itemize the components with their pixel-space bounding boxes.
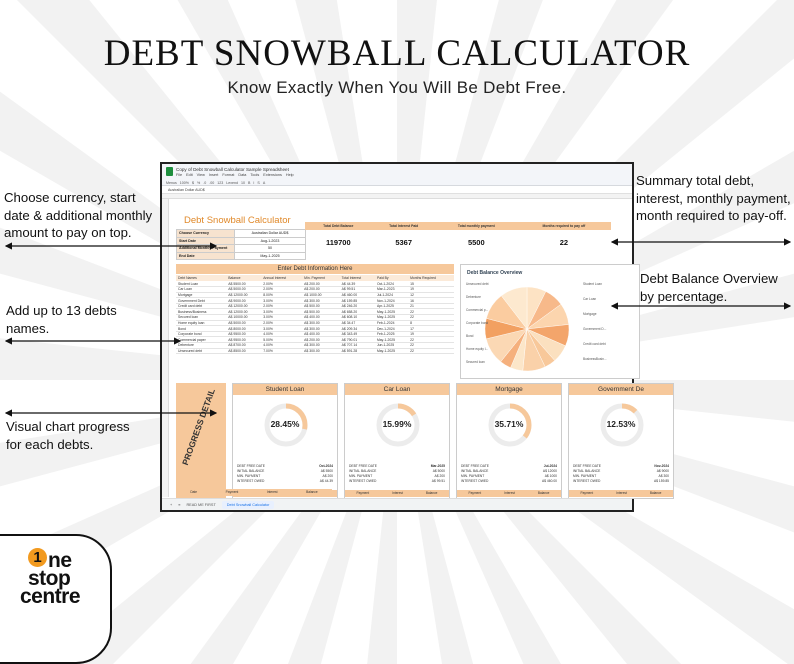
debt-cell[interactable]: A$ 300.00 <box>302 348 339 354</box>
footer-label: Interest <box>504 491 515 495</box>
min-payment: A$ 300 <box>658 474 669 478</box>
debt-cell[interactable]: A$ 1000.00 <box>302 292 339 298</box>
footer-label: Interest <box>616 491 627 495</box>
debt-cell[interactable]: Mortgage <box>176 292 226 298</box>
info-label: INITIAL BALANCE <box>349 469 377 473</box>
annotation-progress: Visual chart progress for each debts. <box>6 419 130 452</box>
card-title: Mortgage <box>457 384 561 395</box>
info-label: INTEREST OWED <box>237 479 265 483</box>
debt-cell[interactable]: Business/Business <box>176 309 226 315</box>
debt-balance-overview-chart <box>460 264 640 379</box>
progress-detail-banner <box>176 383 226 499</box>
pie-legend-label: Car Loan <box>583 297 597 301</box>
debt-cell[interactable]: A$ 200.00 <box>302 287 339 293</box>
info-label: MIN. PAYMENT <box>461 474 485 478</box>
debt-cell[interactable]: 3.00% <box>261 315 302 321</box>
interest-owed: A$ 159.85 <box>653 479 669 483</box>
debt-cell[interactable]: A$ 300.00 <box>302 343 339 349</box>
debt-cell[interactable]: A$ 591.28 <box>340 348 375 354</box>
card-title: Government De <box>569 384 673 395</box>
card-footer <box>345 490 449 497</box>
debt-cell[interactable]: Mar-1-2023 <box>375 287 408 293</box>
progress-percent: 35.71% <box>494 419 524 429</box>
debt-cell[interactable]: A$ 99.51 <box>340 287 375 293</box>
min-payment: A$ 200 <box>322 474 333 478</box>
annotation-currency: Choose currency, start date & additional monthly amount to pay on top. <box>4 190 153 240</box>
sheet-grid <box>170 199 669 495</box>
info-label: MIN. PAYMENT <box>573 474 597 478</box>
summary-header: Total Debt Balance <box>305 222 372 230</box>
info-label: MIN. PAYMENT <box>349 474 373 478</box>
initial-balance: A$ 9000 <box>656 469 669 473</box>
debt-cell[interactable]: 3.00% <box>261 326 302 332</box>
debt-cell[interactable]: Bond <box>176 326 226 332</box>
debt-cell[interactable]: 4.00% <box>261 343 302 349</box>
menu-file[interactable]: File <box>176 173 183 177</box>
sheets-logo-icon <box>166 167 173 176</box>
debt-cell[interactable]: Commercial paper <box>176 337 226 343</box>
toolbar-item[interactable]: Lexend <box>226 181 238 185</box>
footer-label: Payment <box>468 491 482 495</box>
initial-balance: A$ 5500 <box>320 469 333 473</box>
toolbar <box>166 180 628 186</box>
card-footer <box>457 490 561 497</box>
debt-cell[interactable]: A$ 200.00 <box>302 337 339 343</box>
setup-label: Choose Currency <box>177 230 235 238</box>
debt-table-header: Enter Debt Information Here <box>176 264 454 274</box>
setup-label: End Date <box>177 252 235 260</box>
months-required-value: 22 <box>559 237 569 247</box>
progress-detail-label: PROGRESS DETAIL <box>180 387 217 467</box>
debt-cell[interactable]: Nov-1-2024 <box>375 298 408 304</box>
footer-label: Date <box>190 490 198 494</box>
info-label: DEBT FREE DATE <box>237 464 265 468</box>
footer-label: Payment <box>225 490 239 494</box>
debt-cell[interactable]: Government Debt <box>176 298 226 304</box>
debt-cell[interactable]: Dec-1-2024 <box>375 326 408 332</box>
sheet-title: Debt Snowball Calculator <box>184 215 291 226</box>
debt-cell[interactable]: Jul-1-2024 <box>375 292 408 298</box>
pie-legend-label: Student Loan <box>583 282 602 286</box>
info-label: MIN. PAYMENT <box>237 474 261 478</box>
debt-cell[interactable]: 22 <box>408 309 454 315</box>
debt-cell[interactable]: 22 <box>408 337 454 343</box>
all-sheets-icon[interactable]: ≡ <box>178 502 181 507</box>
debt-cell[interactable]: 19 <box>408 287 454 293</box>
debt-cell[interactable]: A$ 34.47 <box>340 320 375 326</box>
debt-cell[interactable]: A$ 9000.00 <box>226 298 261 304</box>
footer-label: Balance <box>425 491 438 495</box>
footer-label: Balance <box>537 491 550 495</box>
debt-cell[interactable]: 2.00% <box>261 320 302 326</box>
pie-legend-label: Mortgage <box>583 312 597 316</box>
debt-cell[interactable]: A$ 5000.00 <box>226 320 261 326</box>
info-label: INTEREST OWED <box>461 479 489 483</box>
logo-line: centre <box>20 585 81 608</box>
toolbar-item[interactable]: % <box>197 181 201 185</box>
interest-owed: A$ 460.00 <box>541 479 557 483</box>
debt-cell[interactable]: Jun-1-2025 <box>375 343 408 349</box>
debt-cell[interactable]: 15 <box>408 281 454 287</box>
footer-label: Balance <box>649 491 662 495</box>
menu-extensions[interactable]: Extensions <box>263 173 282 177</box>
toolbar-item[interactable]: .0 <box>203 181 207 185</box>
debt-cell[interactable]: A$ 500.00 <box>302 309 339 315</box>
pie-legend-label: BusinessBusin... <box>583 357 607 361</box>
debt-cell[interactable]: 2.00% <box>261 287 302 293</box>
menu-tools[interactable]: Tools <box>250 173 260 177</box>
debt-cell[interactable]: A$ 8000.00 <box>226 326 261 332</box>
debt-cell[interactable]: A$ 343.49 <box>340 331 375 337</box>
annotation-debts: Add up to 13 debts names. <box>6 303 117 336</box>
info-label: INITIAL BALANCE <box>461 469 489 473</box>
menu-format[interactable]: Format <box>222 173 235 177</box>
info-label: INITIAL BALANCE <box>237 469 265 473</box>
debt-free-date: Oct-2024 <box>319 464 333 468</box>
toolbar-item[interactable]: $ <box>192 181 194 185</box>
debt-cell[interactable]: Unsecured debt <box>176 348 226 354</box>
debt-cell[interactable]: A$ 9500.00 <box>226 337 261 343</box>
logo-line: stop <box>28 567 71 590</box>
debt-progress-card <box>232 383 338 499</box>
logo-line: ne <box>48 549 72 572</box>
menu-help[interactable]: Help <box>285 173 294 177</box>
setup-label: Additional Monthly Payment <box>177 245 235 253</box>
sheets-chrome <box>162 164 632 186</box>
interest-owed: A$ 44.39 <box>319 479 333 483</box>
info-label: INTEREST OWED <box>573 479 601 483</box>
debt-cell[interactable]: 19 <box>408 331 454 337</box>
debt-cell[interactable]: A$ 300.00 <box>302 326 339 332</box>
min-payment: A$ 200 <box>434 474 445 478</box>
min-payment: A$ 1000 <box>544 474 557 478</box>
debt-cell[interactable]: A$ 460.00 <box>340 292 375 298</box>
debt-cell[interactable]: Debenture <box>176 343 226 349</box>
debt-cell[interactable]: 8.00% <box>261 292 302 298</box>
debt-cell[interactable]: A$ 159.85 <box>340 298 375 304</box>
menu-data[interactable]: Data <box>238 173 247 177</box>
debt-cell[interactable]: 12 <box>408 292 454 298</box>
debt-column-header: Debt Names <box>176 275 226 281</box>
debt-cell[interactable]: Oct-1-2024 <box>375 281 408 287</box>
debt-column-header: Balance <box>226 275 261 281</box>
info-label: INITIAL BALANCE <box>573 469 601 473</box>
total-interest-value: 5367 <box>395 237 413 247</box>
start-date-cell[interactable]: Aug-1-2023 <box>235 237 306 245</box>
debt-cell[interactable]: A$ 400.00 <box>302 331 339 337</box>
debt-cell[interactable]: 7.00% <box>261 348 302 354</box>
pie-legend-label: Secured loan <box>466 360 485 364</box>
debt-cell[interactable]: A$ 200.00 <box>302 281 339 287</box>
debt-cell[interactable]: A$ 500.00 <box>302 303 339 309</box>
debt-cell[interactable]: 3.00% <box>261 309 302 315</box>
debt-cell[interactable]: 22 <box>408 348 454 354</box>
interest-owed: A$ 99.51 <box>431 479 445 483</box>
info-label: DEBT FREE DATE <box>461 464 489 468</box>
debt-column-header: Total Interest <box>340 275 375 281</box>
debt-free-date: Nov-2024 <box>654 464 669 468</box>
progress-percent: 15.99% <box>382 419 412 429</box>
progress-percent: 12.53% <box>606 419 636 429</box>
card-title: Student Loan <box>233 384 337 395</box>
toolbar-item[interactable]: B <box>248 181 251 185</box>
debt-cell[interactable]: Student Loan <box>176 281 226 287</box>
total-debt-value: 119700 <box>326 237 351 247</box>
toolbar-item[interactable]: 10 <box>241 181 245 185</box>
left-footer <box>176 489 332 496</box>
debt-cell[interactable]: 16 <box>408 298 454 304</box>
card-title: Car Loan <box>345 384 449 395</box>
progress-percent: 28.45% <box>270 419 300 429</box>
menu-insert[interactable]: Insert <box>208 173 219 177</box>
card-info <box>573 464 669 484</box>
debt-cell[interactable]: Car Loan <box>176 287 226 293</box>
footer-label: Payment <box>356 491 370 495</box>
debt-cell[interactable]: A$ 10000.00 <box>226 315 261 321</box>
debt-cell[interactable]: A$ 658.20 <box>340 309 375 315</box>
debt-cell[interactable]: Apr-1-2025 <box>375 303 408 309</box>
logo-wordmark <box>8 549 81 608</box>
logo-number: 1 <box>28 548 47 567</box>
debt-cell[interactable]: A$ 5000.00 <box>226 287 261 293</box>
one-stop-centre-logo <box>0 534 112 664</box>
card-info <box>349 464 445 484</box>
pie-legend-label: Government D... <box>583 327 607 331</box>
add-sheet-icon[interactable]: + <box>170 502 173 507</box>
debt-cell[interactable]: 2.00% <box>261 303 302 309</box>
menu-bar <box>176 173 294 177</box>
currency-select[interactable]: Australian Dollar AUD$ <box>235 230 306 238</box>
debt-cell[interactable]: A$ 12000.00 <box>226 309 261 315</box>
debt-cell[interactable]: A$ 300.00 <box>302 298 339 304</box>
setup-table <box>176 229 306 260</box>
debt-cell[interactable]: A$ 12000.00 <box>226 292 261 298</box>
end-date-cell: May-1-2025 <box>235 252 306 260</box>
info-label: DEBT FREE DATE <box>573 464 601 468</box>
debt-column-header: Paid By <box>375 275 408 281</box>
debt-cell[interactable]: Feb-1-2024 <box>375 320 408 326</box>
info-label: INTEREST OWED <box>349 479 377 483</box>
summary-header: Total monthly payment <box>436 222 517 230</box>
initial-balance: A$ 12000 <box>542 469 557 473</box>
debt-cell[interactable]: 2.00% <box>261 281 302 287</box>
tab-debt-snowball[interactable]: Debt Snowball Calculator <box>222 501 275 509</box>
pie-legend-label: Credit card debt <box>583 342 606 346</box>
toolbar-item[interactable]: .00 <box>209 181 215 185</box>
formula-bar[interactable]: Australian Dollar AUD$ <box>162 187 632 194</box>
pie-legend-label: Commercial p... <box>466 308 489 312</box>
debt-cell[interactable]: 22 <box>408 315 454 321</box>
footer-label: Payment <box>580 491 594 495</box>
footer-label: Interest <box>392 491 403 495</box>
toolbar-item[interactable]: 123 <box>217 181 224 185</box>
debt-cell[interactable]: 5.00% <box>261 337 302 343</box>
setup-label: Start Date <box>177 237 235 245</box>
annotation-summary: Summary total debt, interest, monthly payment, month required to pay-off. <box>636 173 791 223</box>
toolbar-item[interactable]: A <box>262 181 266 185</box>
debt-progress-card <box>456 383 562 499</box>
debt-column-header: Annual Interest <box>261 275 302 281</box>
tab-read-me[interactable]: READ ME FIRST <box>186 502 216 507</box>
summary-header: Total Interest Paid <box>372 222 436 230</box>
annotation-overview: Debt Balance Overview by percentage. <box>640 271 778 304</box>
spreadsheet-window <box>160 162 669 512</box>
debt-cell[interactable]: Corporate bond <box>176 331 226 337</box>
pie-legend-label: Unsecured debt <box>466 282 489 286</box>
debt-cell[interactable]: A$ 608.10 <box>340 315 375 321</box>
debt-column-header: Months Required <box>408 275 454 281</box>
debt-cell[interactable]: A$ 9500.00 <box>226 331 261 337</box>
initial-balance: A$ 5000 <box>432 469 445 473</box>
debt-cell[interactable]: A$ 300.00 <box>302 320 339 326</box>
page-subtitle: Know Exactly When You Will Be Debt Free. <box>227 78 567 97</box>
debt-free-date: Jul-2024 <box>543 464 557 468</box>
debt-cell[interactable]: A$ 5500.00 <box>226 281 261 287</box>
debt-cell[interactable]: May-1-2025 <box>375 315 408 321</box>
pie-legend-label: Debenture <box>466 295 481 299</box>
debt-cell[interactable]: A$ 707.14 <box>340 343 375 349</box>
debt-column-header: Min. Payment <box>302 275 339 281</box>
debt-cell[interactable]: Home equity loan <box>176 320 226 326</box>
debt-cell[interactable]: Secured loan <box>176 315 226 321</box>
debt-cell[interactable]: 22 <box>408 343 454 349</box>
document-title[interactable]: Copy of Debt Snowball Calculator Sample Spreadsheet <box>176 167 289 172</box>
toolbar-item[interactable]: I <box>253 181 255 185</box>
debt-cell[interactable]: A$ 8700.00 <box>226 343 261 349</box>
summary-header: Months required to pay off <box>517 222 611 230</box>
debt-cell[interactable]: A$ 44.39 <box>340 281 375 287</box>
sheet-tabs <box>162 498 632 510</box>
card-footer <box>569 490 673 497</box>
debt-free-date: Mar-2025 <box>430 464 445 468</box>
card-info <box>461 464 557 484</box>
debt-cell[interactable]: May-1-2025 <box>375 309 408 315</box>
pie-legend-label: Bond <box>466 334 474 338</box>
summary-table <box>305 222 611 254</box>
menu-edit[interactable]: Edit <box>186 173 193 177</box>
debt-cell[interactable]: A$ 209.34 <box>340 326 375 332</box>
menu-view[interactable]: View <box>196 173 205 177</box>
debt-cell[interactable]: 3.00% <box>261 298 302 304</box>
toolbar-item[interactable]: Menus <box>166 181 177 185</box>
toolbar-item[interactable]: S <box>257 181 260 185</box>
monthly-payment-value: 5500 <box>467 237 485 247</box>
footer-label: Balance <box>306 490 318 494</box>
info-label: DEBT FREE DATE <box>349 464 377 468</box>
toolbar-item[interactable]: 100% <box>179 181 189 185</box>
debt-cell[interactable]: A$ 12000.00 <box>226 303 261 309</box>
debt-cell[interactable]: May-1-2025 <box>375 337 408 343</box>
card-info <box>237 464 333 484</box>
debt-cell[interactable]: Feb-1-2025 <box>375 331 408 337</box>
pie-legend-label: Home equity l... <box>466 347 489 351</box>
debt-progress-card <box>344 383 450 499</box>
additional-payment-cell[interactable]: 50 <box>235 245 306 253</box>
debt-row <box>176 348 454 354</box>
debt-table <box>176 275 454 354</box>
debt-cell[interactable]: 21 <box>408 303 454 309</box>
debt-cell[interactable]: May-1-2025 <box>375 348 408 354</box>
debt-cell[interactable]: Credit card debt <box>176 303 226 309</box>
debt-cell[interactable]: A$ 400.00 <box>302 315 339 321</box>
debt-cell[interactable]: 4.00% <box>261 331 302 337</box>
debt-cell[interactable]: A$ 790.01 <box>340 337 375 343</box>
page-title: DEBT SNOWBALL CALCULATOR <box>103 33 691 74</box>
debt-cell[interactable]: 17 <box>408 326 454 332</box>
debt-cell[interactable]: A$ 246.20 <box>340 303 375 309</box>
debt-cell[interactable]: 8 <box>408 320 454 326</box>
chart-title: Debt Balance Overview <box>467 270 523 276</box>
pie-legend-label: Corporate bond <box>466 321 489 325</box>
debt-progress-card <box>568 383 674 499</box>
footer-label: Interest <box>266 490 278 494</box>
debt-cell[interactable]: A$ 8500.00 <box>226 348 261 354</box>
row-headers <box>162 199 169 497</box>
